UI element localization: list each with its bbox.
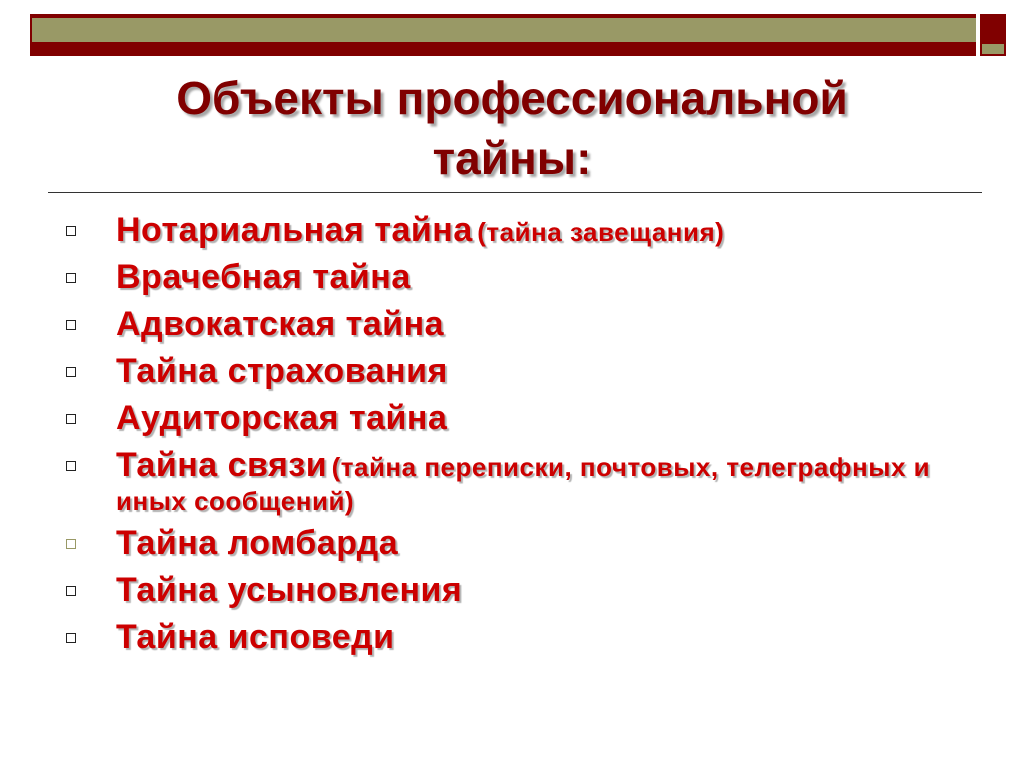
hollow-square-icon [66,539,76,549]
list-item-main: Аудиторская тайна [116,399,448,437]
list-item [62,617,1002,658]
list-item [62,445,1002,517]
list-item-main: Тайна ломбарда [116,524,399,562]
banner-stripe-olive [30,18,976,42]
list-item [62,257,1002,298]
list-item-main: Тайна усыновления [116,571,463,609]
list-item [62,304,1002,345]
hollow-square-icon [66,586,76,596]
banner-end-olive-block [980,42,1006,56]
list-item-main: Адвокатская тайна [116,305,445,343]
slide-title [40,68,984,188]
banner-stripe-bottom [30,42,976,56]
list-item [62,570,1002,611]
list-item [62,398,1002,439]
list-item-main: Тайна связи [116,446,328,484]
hollow-square-icon [66,367,76,377]
title-line-2: тайны: [432,132,592,184]
list-item [62,523,1002,564]
hollow-square-icon [66,633,76,643]
hollow-square-icon [66,320,76,330]
title-divider [48,192,982,193]
hollow-square-icon [66,461,76,471]
hollow-square-icon [66,414,76,424]
list-item [62,210,1002,251]
list-item-note: (тайна завещания) [477,217,725,247]
title-line-1: Объекты профессиональной [176,72,848,124]
list-item-main: Тайна исповеди [116,618,395,656]
header-banner [30,14,1006,60]
list-item-main: Нотариальная тайна [116,211,473,249]
banner-end-block [980,14,1006,42]
bullet-list [62,210,1002,664]
list-item-main: Тайна страхования [116,352,448,390]
list-item [62,351,1002,392]
hollow-square-icon [66,226,76,236]
hollow-square-icon [66,273,76,283]
list-item-note: (тайна переписки, почтовых, телеграфных и иных сообщений) [116,452,931,516]
list-item-main: Врачебная тайна [116,258,411,296]
